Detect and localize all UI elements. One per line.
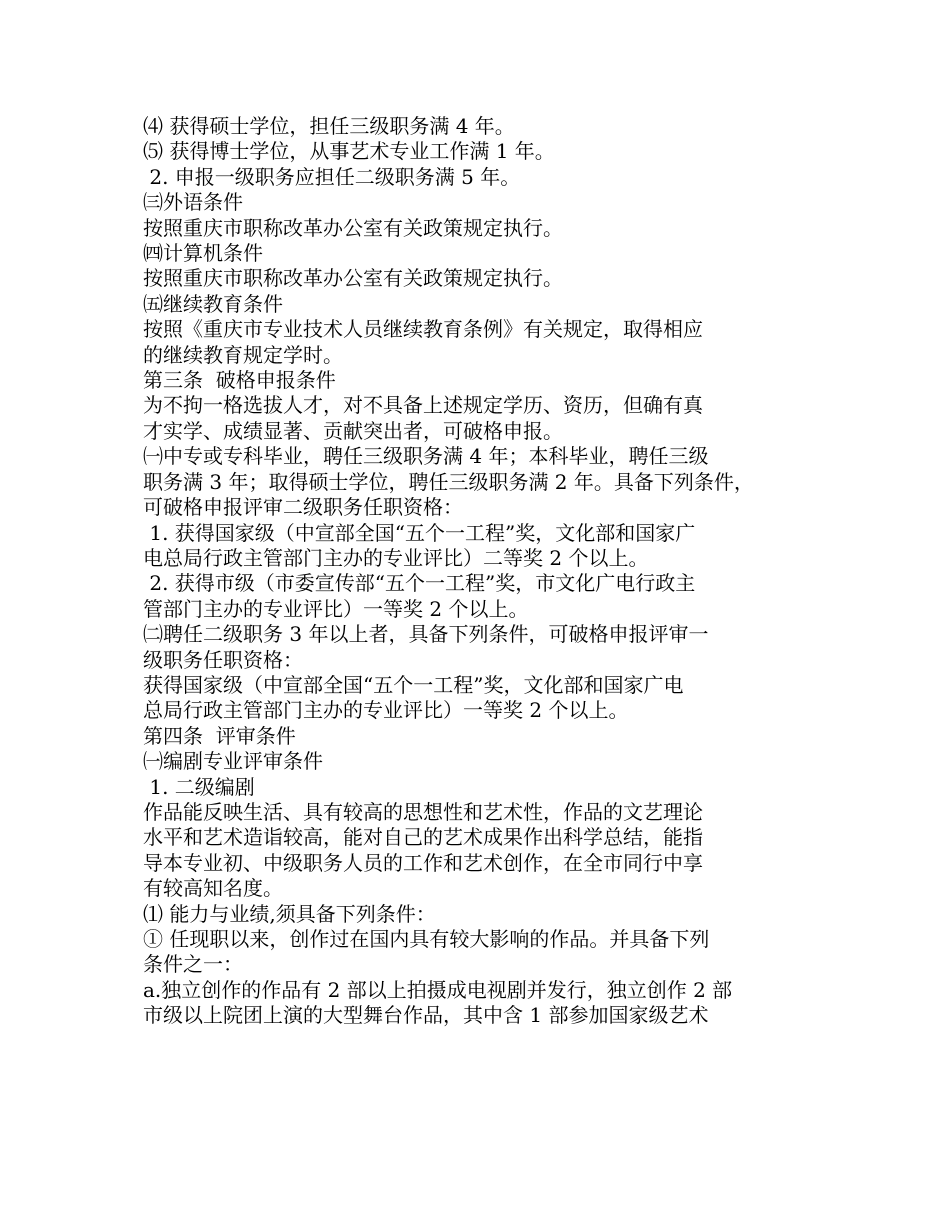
text-line: 可破格申报评审二级职务任职资格： (143, 495, 463, 520)
text-line: ⑸ 获得博士学位，从事艺术专业工作满 1 年。 (143, 139, 555, 164)
text-line: 2. 获得市级（市委宣传部“五个一工程”奖，市文化广电行政主 (143, 571, 696, 596)
text-line: 的继续教育规定学时。 (143, 342, 343, 367)
text-line: 按照重庆市职称改革办公室有关政策规定执行。 (143, 266, 563, 291)
text-line: 管部门主办的专业评比）一等奖 2 个以上。 (143, 596, 529, 621)
text-line: 有较高知名度。 (143, 876, 283, 901)
text-line: 条件之一： (143, 952, 243, 977)
text-line: 1. 获得国家级（中宣部全国“五个一工程”奖，文化部和国家广 (143, 520, 696, 545)
text-line: 按照重庆市职称改革办公室有关政策规定执行。 (143, 215, 563, 240)
section-heading: ㈢外语条件 (143, 190, 243, 215)
section-heading: ㈣计算机条件 (143, 241, 263, 266)
text-line: 按照《重庆市专业技术人员继续教育条例》有关规定，取得相应 (143, 317, 703, 342)
text-line: 级职务任职资格： (143, 647, 303, 672)
text-line: ⑴ 能力与业绩,须具备下列条件： (143, 901, 436, 926)
text-line: ① 任现职以来，创作过在国内具有较大影响的作品。并具备下列 (143, 927, 710, 951)
text-line: 获得国家级（中宣部全国“五个一工程”奖，文化部和国家广电 (143, 672, 684, 697)
text-line: ㈡聘任二级职务 3 年以上者，具备下列条件，可破格申报评审一 (143, 622, 709, 647)
document-body (143, 114, 827, 1029)
text-line: 职务满 3 年；取得硕士学位，聘任三级职务满 2 年。具备下列条件， (143, 469, 754, 494)
text-line: 电总局行政主管部门主办的专业评比）二等奖 2 个以上。 (143, 545, 649, 570)
text-line: 水平和艺术造诣较高，能对自己的艺术成果作出科学总结，能指 (143, 825, 703, 850)
article-heading: 第四条 评审条件 (143, 723, 296, 748)
text-line: a.独立创作的作品有 2 部以上拍摄成电视剧并发行，独立创作 2 部 (143, 977, 733, 1002)
text-line: 市级以上院团上演的大型舞台作品，其中含 1 部参加国家级艺术 (143, 1003, 709, 1028)
article-heading: 第三条 破格申报条件 (143, 368, 336, 393)
section-heading: ㈠编剧专业评审条件 (143, 749, 323, 774)
text-line: 才实学、成绩显著、贡献突出者，可破格申报。 (143, 418, 563, 443)
text-line: 2. 申报一级职务应担任二级职务满 5 年。 (143, 164, 521, 189)
text-line: ㈠中专或专科毕业，聘任三级职务满 4 年；本科毕业，聘任三级 (143, 444, 709, 469)
section-heading: ㈤继续教育条件 (143, 291, 283, 316)
text-line: 作品能反映生活、具有较高的思想性和艺术性，作品的文艺理论 (143, 799, 703, 824)
text-line: 为不拘一格选拔人才，对不具备上述规定学历、资历，但确有真 (143, 393, 703, 418)
subsection-heading: 1. 二级编剧 (143, 774, 255, 799)
text-line: ⑷ 获得硕士学位，担任三级职务满 4 年。 (143, 114, 515, 138)
text-line: 导本专业初、中级职务人员的工作和艺术创作，在全市同行中享 (143, 850, 703, 875)
text-line: 总局行政主管部门主办的专业评比）一等奖 2 个以上。 (143, 698, 629, 723)
